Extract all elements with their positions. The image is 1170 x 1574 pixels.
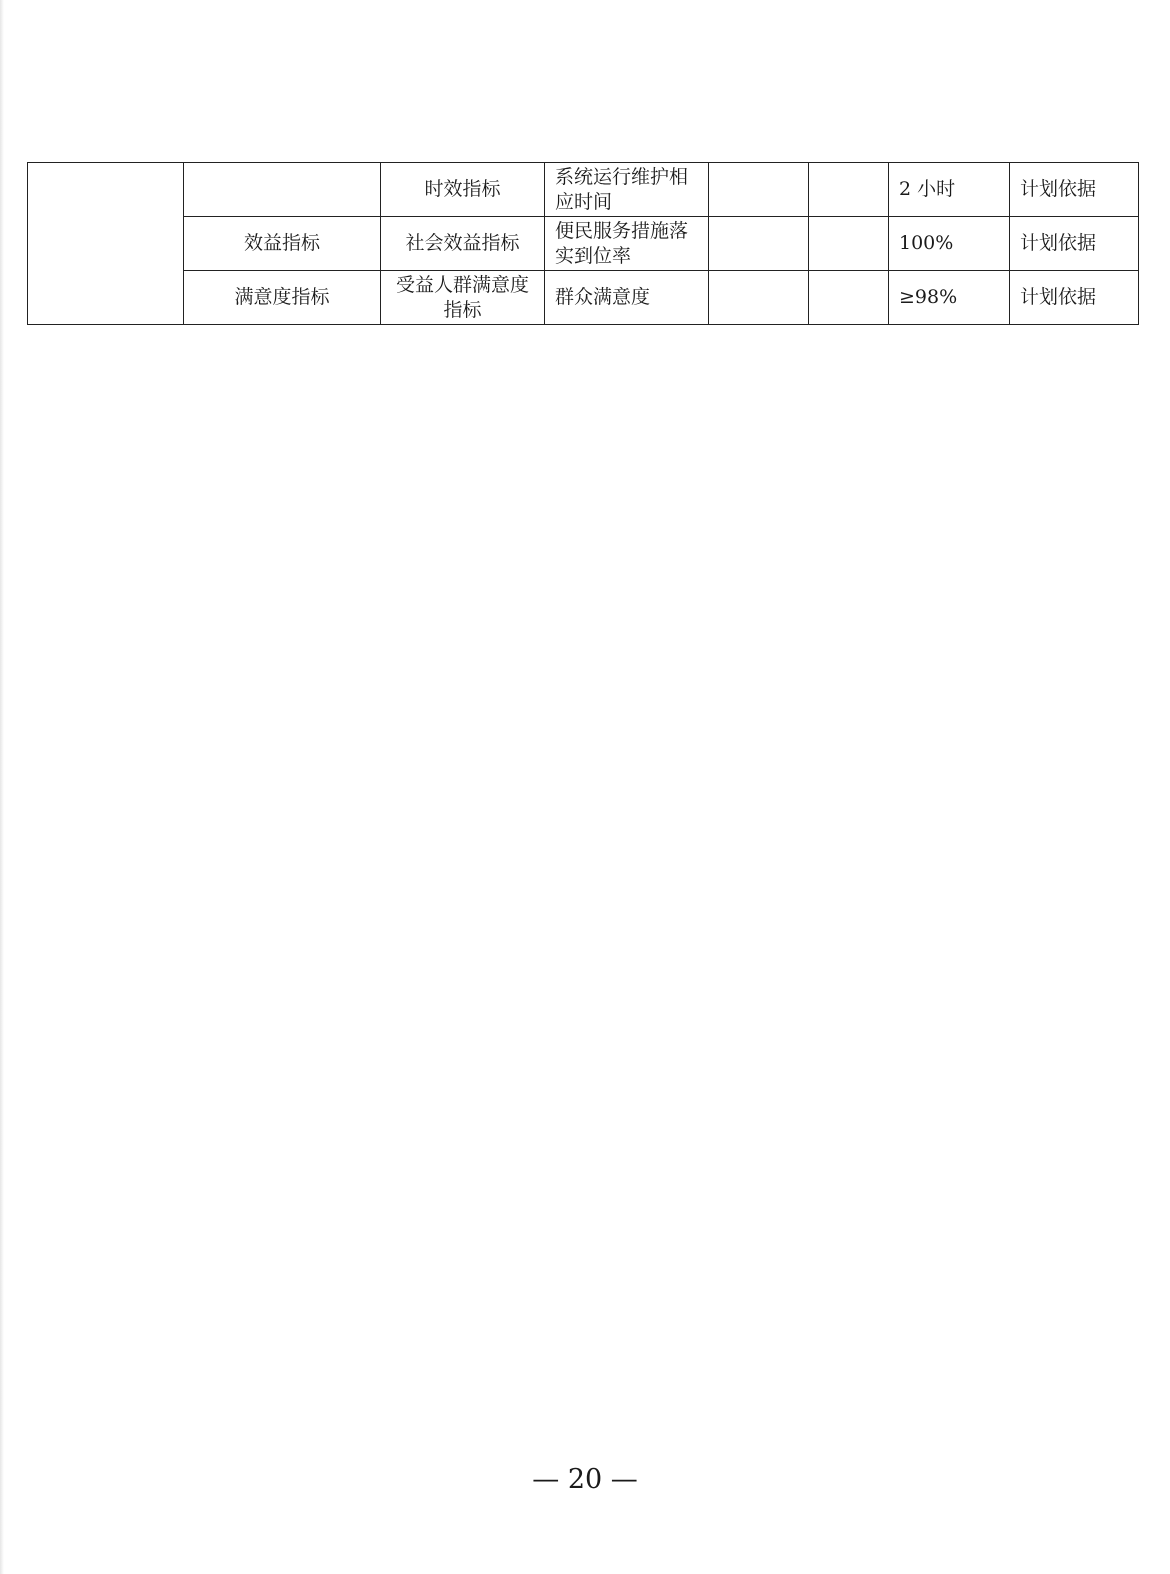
- level2-indicator-cell: 社会效益指标: [381, 217, 545, 271]
- level3-indicator-cell: 便民服务措施落实到位率: [545, 217, 709, 271]
- level1-indicator-cell: 效益指标: [184, 217, 381, 271]
- level3-indicator-cell: 系统运行维护相应时间: [545, 163, 709, 217]
- target-value-cell: 2 小时: [889, 163, 1010, 217]
- level1-indicator-cell: [184, 163, 381, 217]
- merged-category-cell: [28, 163, 184, 325]
- table-row: [28, 217, 1139, 271]
- empty-cell: [709, 217, 809, 271]
- empty-cell: [809, 217, 889, 271]
- basis-cell: 计划依据: [1010, 271, 1139, 325]
- table-row: [28, 163, 1139, 217]
- level3-indicator-cell: 群众满意度: [545, 271, 709, 325]
- empty-cell: [709, 163, 809, 217]
- page-number: — 20 —: [532, 1464, 638, 1495]
- empty-cell: [809, 163, 889, 217]
- target-value-cell: ≥98%: [889, 271, 1010, 325]
- basis-cell: 计划依据: [1010, 217, 1139, 271]
- empty-cell: [809, 271, 889, 325]
- target-value-cell: 100%: [889, 217, 1010, 271]
- level1-indicator-cell: 满意度指标: [184, 271, 381, 325]
- level2-indicator-cell: 受益人群满意度指标: [381, 271, 545, 325]
- basis-cell: 计划依据: [1010, 163, 1139, 217]
- level2-indicator-cell: 时效指标: [381, 163, 545, 217]
- page-edge: [0, 0, 4, 1574]
- table-row: [28, 271, 1139, 325]
- performance-indicator-table: [27, 162, 1139, 325]
- empty-cell: [709, 271, 809, 325]
